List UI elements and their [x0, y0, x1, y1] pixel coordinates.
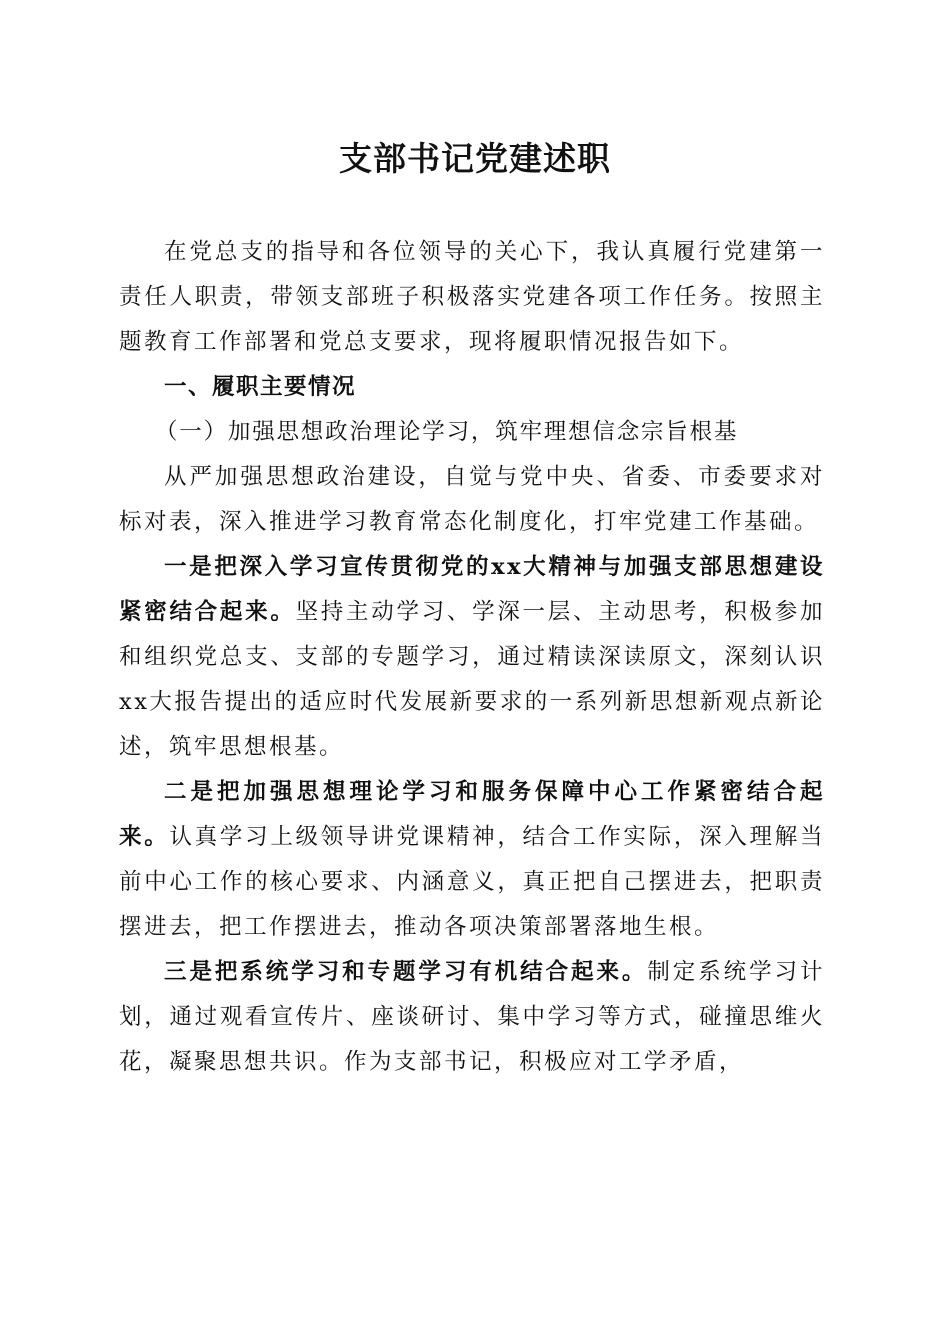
paragraph-text: 认真学习上级领导讲党课精神，结合工作实际，深入理解当前中心工作的核心要求、内涵意义，真正把自己摆进去，把职责摆进去，把工作摆进去，推动各项决策部署落地生根。	[119, 824, 825, 940]
paragraph-lead: 三是把系统学习和专题学习有机结合起来。	[164, 959, 648, 985]
paragraph-text: 制定系统学习计划，通过观看宣传片、座谈研讨、集中学习等方式，碰撞思维火花，凝聚思想共识。作为支部书记，积极应对工学矛盾，	[119, 959, 825, 1075]
section-heading-text: 一、履职主要情况	[164, 374, 357, 400]
paragraph-text: 坚持主动学习、学深一层、主动思考，积极参加和组织党总支、支部的专题学习，通过精读深读原文，深刻认识xx大报告提出的适应时代发展新要求的一系列新思想新观点新论述，筑牢思想根基。	[119, 599, 825, 760]
subsection-heading-text: （一）加强思想政治理论学习，筑牢理想信念宗旨根基	[155, 419, 739, 445]
subsection-heading	[119, 410, 825, 455]
body-paragraph	[119, 950, 825, 1085]
document-body	[119, 230, 825, 1085]
document-title: 支部书记党建述职	[339, 139, 611, 178]
intro-paragraph	[119, 230, 825, 365]
paragraph-lead: 二是把加强思想理论学习和服务保障中心工作紧密结合起来。	[119, 779, 825, 850]
body-paragraph	[119, 545, 825, 770]
paragraph-text: 在党总支的指导和各位领导的关心下，我认真履行党建第一责任人职责，带领支部班子积极落实党建各项工作任务。按照主题教育工作部署和党总支要求，现将履职情况报告如下。	[119, 239, 825, 355]
body-paragraph	[119, 770, 825, 950]
body-paragraph	[119, 455, 825, 545]
paragraph-text: 从严加强思想政治建设，自觉与党中央、省委、市委要求对标对表，深入推进学习教育常态化制度化，打牢党建工作基础。	[119, 464, 825, 535]
section-heading	[119, 365, 825, 410]
paragraph-lead: 一是把深入学习宣传贯彻党的xx大精神与加强支部思想建设紧密结合起来。	[119, 554, 825, 625]
